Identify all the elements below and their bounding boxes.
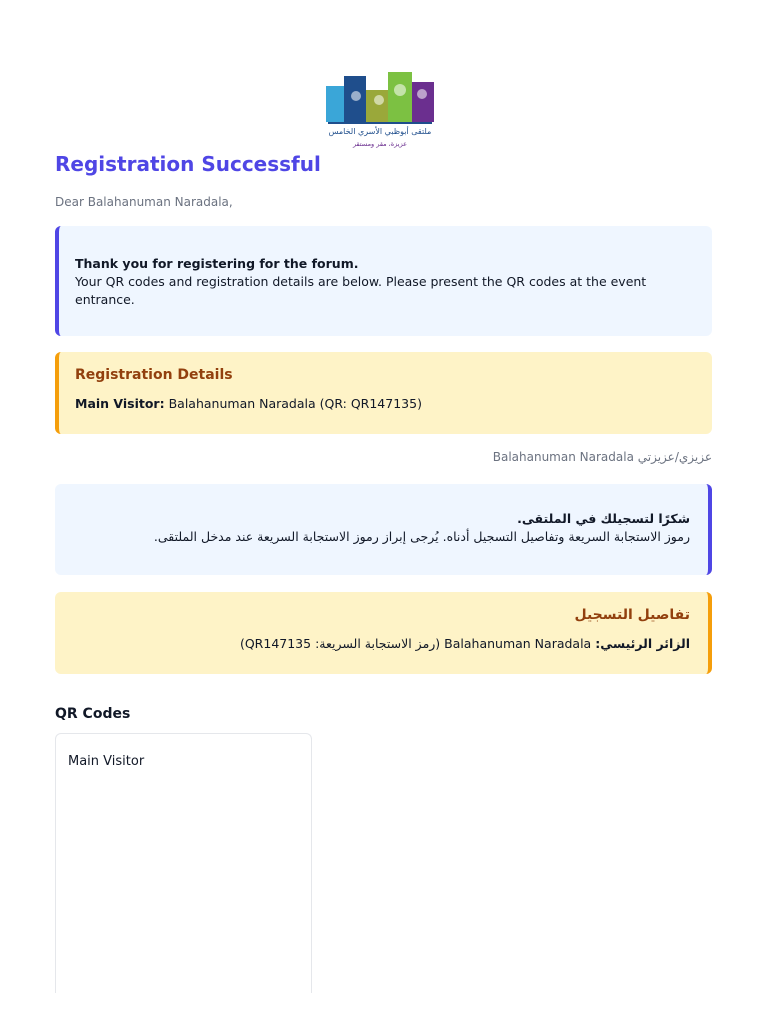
thank-you-body-en: Your QR codes and registration details are below. Please present the QR codes at the event entrance. bbox=[75, 274, 647, 307]
qr-card-main-visitor bbox=[55, 733, 312, 993]
logo-text-secondary: عزيزة، مقر ومستقر bbox=[352, 140, 408, 148]
registration-details-heading-ar: تفاصيل التسجيل bbox=[574, 607, 690, 623]
qr-codes-heading: QR Codes bbox=[55, 706, 131, 722]
qr-card-label: Main Visitor bbox=[68, 754, 145, 769]
thank-you-heading-en: Thank you for registering for the forum. bbox=[75, 256, 359, 271]
registration-details-box-en bbox=[55, 352, 712, 434]
forum-logo bbox=[322, 70, 438, 152]
main-visitor-value-en: Balahanuman Naradala (QR: QR147135) bbox=[168, 396, 422, 411]
main-visitor-label-en: Main Visitor: bbox=[75, 396, 165, 411]
thank-you-box-ar bbox=[55, 484, 712, 575]
thank-you-box-en bbox=[55, 226, 712, 336]
main-visitor-line-en bbox=[75, 396, 696, 411]
greeting-en: Dear Balahanuman Naradala, bbox=[55, 195, 233, 209]
registration-details-heading-en: Registration Details bbox=[75, 367, 233, 383]
main-visitor-line-ar bbox=[73, 636, 690, 651]
thank-you-heading-ar: شكرًا لتسجيلك في الملتقى. bbox=[517, 511, 690, 526]
greeting-ar: عزيزي/عزيزتي Balahanuman Naradala bbox=[492, 450, 712, 464]
main-visitor-label-ar: الزائر الرئيسي: bbox=[595, 636, 690, 651]
thank-you-body-ar: رموز الاستجابة السريعة وتفاصيل التسجيل أدناه. يُرجى إبراز رموز الاستجابة السريعة عند مدخل الملتقى. bbox=[153, 529, 690, 544]
page-title: Registration Successful bbox=[55, 152, 321, 176]
forum-logo-graphic bbox=[322, 70, 438, 152]
logo-text-primary: ملتقى أبوظبي الأسري الخامس bbox=[328, 127, 432, 136]
registration-details-box-ar bbox=[55, 592, 712, 674]
main-visitor-value-ar: Balahanuman Naradala (رمز الاستجابة السريعة: QR147135) bbox=[239, 636, 592, 651]
